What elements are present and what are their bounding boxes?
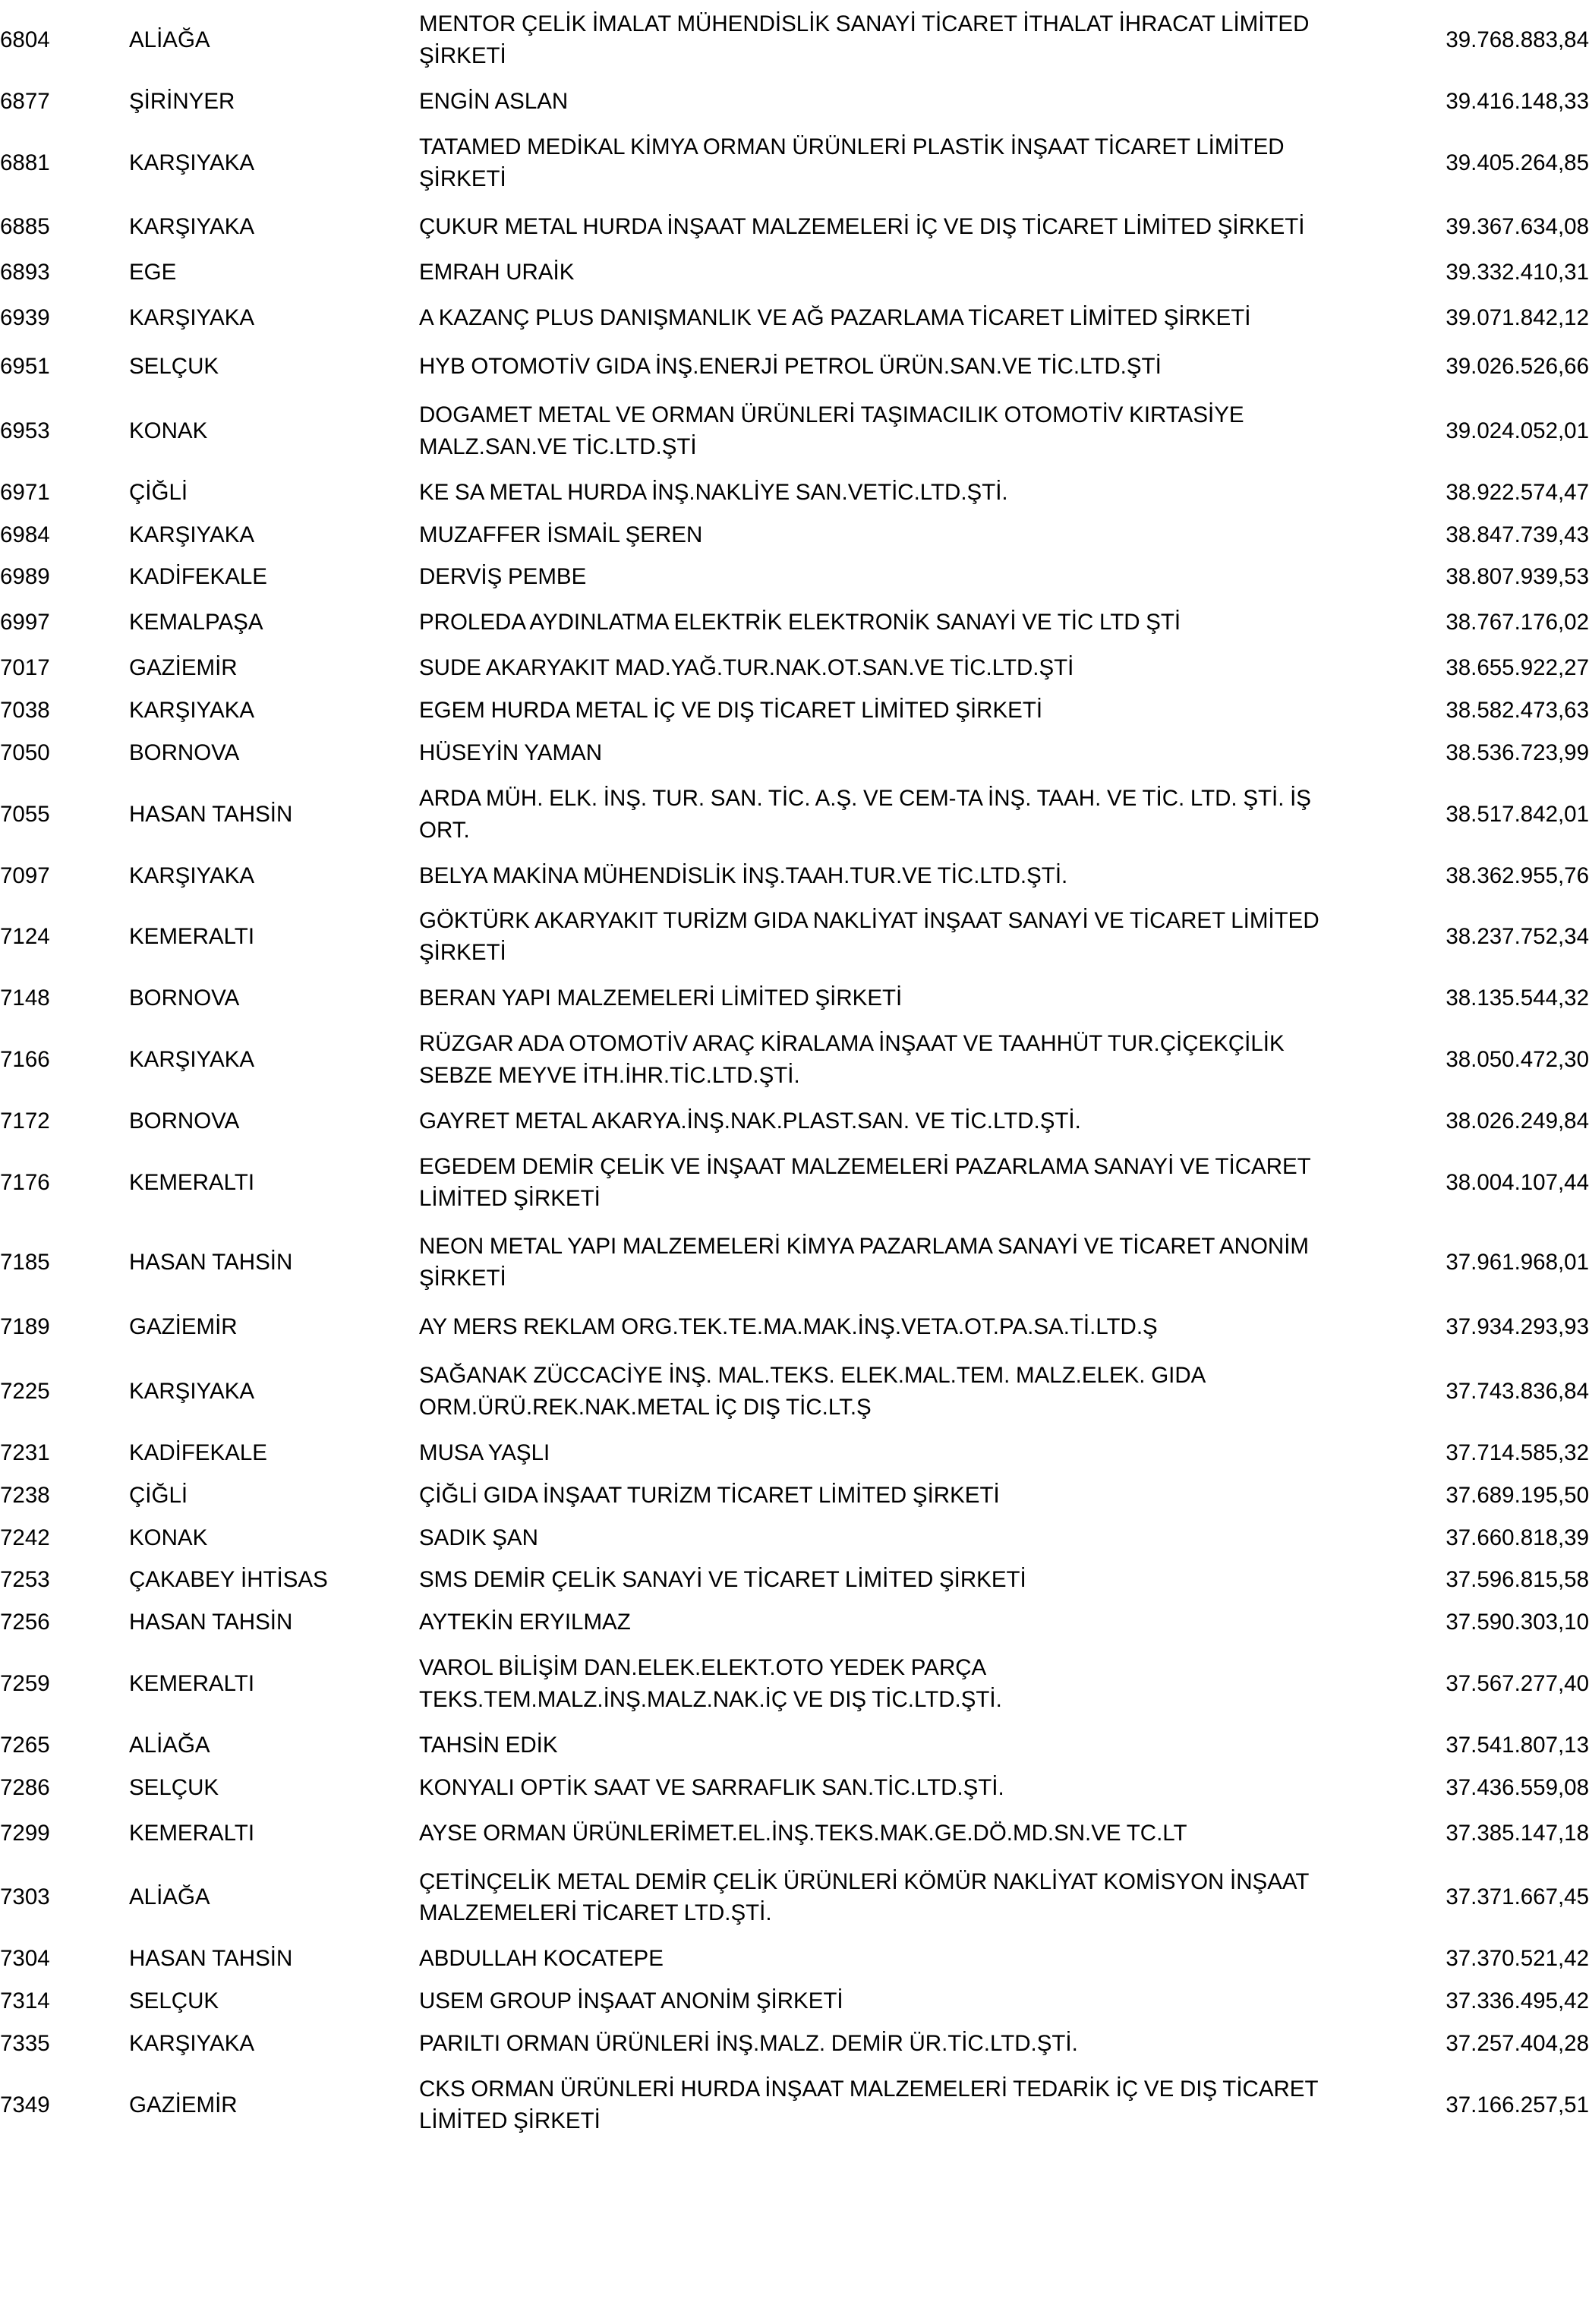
row-amount: 38.050.472,30 <box>1446 1046 1589 1072</box>
row-tax-office: ALİAĞA <box>129 1732 210 1758</box>
row-taxpayer-name: ÇETİNÇELİK METAL DEMİR ÇELİK ÜRÜNLERİ KÖMÜR NAKLİYAT KOMİSYON İNŞAAT MALZEMELERİ TİCARET LTD.ŞTİ. <box>419 1868 1309 1926</box>
row-amount: 38.135.544,32 <box>1446 985 1589 1011</box>
row-amount: 39.024.052,01 <box>1446 418 1589 443</box>
row-tax-office: SELÇUK <box>129 354 219 379</box>
table-row <box>0 647 1589 689</box>
row-taxpayer-name: TAHSİN EDİK <box>419 1732 558 1758</box>
row-tax-office: SELÇUK <box>129 1988 219 2014</box>
row-tax-office: KARŞIYAKA <box>129 214 255 240</box>
row-amount: 38.237.752,34 <box>1446 924 1589 950</box>
row-amount: 37.371.667,45 <box>1446 1884 1589 1910</box>
row-code: 7166 <box>0 1046 50 1072</box>
table-row <box>0 294 1589 342</box>
row-amount: 38.362.955,76 <box>1446 862 1589 888</box>
table-row <box>0 1303 1589 1351</box>
row-tax-office: KONAK <box>129 1525 208 1550</box>
row-amount: 39.026.526,66 <box>1446 354 1589 379</box>
row-tax-office: KEMERALTI <box>129 924 255 950</box>
row-amount: 37.590.303,10 <box>1446 1610 1589 1635</box>
row-code: 7265 <box>0 1732 50 1758</box>
row-code: 7304 <box>0 1946 50 1972</box>
row-amount: 39.367.634,08 <box>1446 214 1589 240</box>
row-tax-office: KARŞIYAKA <box>129 1046 255 1072</box>
row-tax-office: BORNOVA <box>129 985 240 1011</box>
table-row <box>0 897 1589 977</box>
row-code: 7231 <box>0 1439 50 1465</box>
row-amount: 39.332.410,31 <box>1446 260 1589 285</box>
row-taxpayer-name: ÇUKUR METAL HURDA İNŞAAT MALZEMELERİ İÇ VE DIŞ TİCARET LİMİTED ŞİRKETİ <box>419 214 1305 240</box>
row-amount: 37.714.585,32 <box>1446 1439 1589 1465</box>
row-amount: 38.536.723,99 <box>1446 739 1589 765</box>
row-amount: 38.004.107,44 <box>1446 1169 1589 1195</box>
row-tax-office: KEMERALTI <box>129 1671 255 1697</box>
row-amount: 38.847.739,43 <box>1446 522 1589 547</box>
row-amount: 38.807.939,53 <box>1446 564 1589 590</box>
row-tax-office: KADİFEKALE <box>129 564 267 590</box>
row-taxpayer-name: A KAZANÇ PLUS DANIŞMANLIK VE AĞ PAZARLAMA TİCARET LİMİTED ŞİRKETİ <box>419 305 1251 331</box>
row-taxpayer-name: USEM GROUP İNŞAAT ANONİM ŞİRKETİ <box>419 1988 843 2014</box>
row-amount: 37.660.818,39 <box>1446 1525 1589 1550</box>
table-row <box>0 556 1589 598</box>
row-code: 7124 <box>0 924 50 950</box>
row-code: 7017 <box>0 655 50 681</box>
row-taxpayer-name: ARDA MÜH. ELK. İNŞ. TUR. SAN. TİC. A.Ş. VE CEM-TA İNŞ. TAAH. VE TİC. LTD. ŞTİ. İŞ ORT. <box>419 785 1311 843</box>
row-tax-office: ALİAĞA <box>129 1884 210 1910</box>
row-amount: 38.767.176,02 <box>1446 610 1589 635</box>
row-amount: 38.026.249,84 <box>1446 1108 1589 1134</box>
row-tax-office: KEMERALTI <box>129 1820 255 1846</box>
table-row <box>0 1980 1589 2023</box>
row-taxpayer-name: ENGİN ASLAN <box>419 88 569 114</box>
table-row <box>0 2023 1589 2065</box>
row-taxpayer-name: KONYALI OPTİK SAAT VE SARRAFLIK SAN.TİC.LTD.ŞTİ. <box>419 1774 1004 1800</box>
row-tax-office: KARŞIYAKA <box>129 2031 255 2056</box>
row-tax-office: KARŞIYAKA <box>129 305 255 331</box>
row-code: 7055 <box>0 801 50 827</box>
row-tax-office: KARŞIYAKA <box>129 862 255 888</box>
row-tax-office: HASAN TAHSİN <box>129 1250 293 1276</box>
table-row <box>0 1724 1589 1767</box>
row-tax-office: KONAK <box>129 418 208 443</box>
row-tax-office: KARŞIYAKA <box>129 698 255 723</box>
row-code: 6893 <box>0 260 50 285</box>
row-amount: 38.655.922,27 <box>1446 655 1589 681</box>
table-row <box>0 1938 1589 1980</box>
table-row <box>0 774 1589 855</box>
row-code: 6881 <box>0 150 50 175</box>
row-taxpayer-name: GÖKTÜRK AKARYAKIT TURİZM GIDA NAKLİYAT İNŞAAT SANAYİ VE TİCARET LİMİTED ŞİRKETİ <box>419 908 1319 966</box>
row-tax-office: HASAN TAHSİN <box>129 801 293 827</box>
row-code: 6971 <box>0 479 50 505</box>
row-tax-office: KARŞIYAKA <box>129 1378 255 1404</box>
table-row <box>0 1351 1589 1432</box>
row-code: 6984 <box>0 522 50 547</box>
table-row <box>0 977 1589 1020</box>
row-amount: 37.336.495,42 <box>1446 1988 1589 2014</box>
row-taxpayer-name: CKS ORMAN ÜRÜNLERİ HURDA İNŞAAT MALZEMELERİ TEDARİK İÇ VE DIŞ TİCARET LİMİTED ŞİRKETİ <box>419 2076 1318 2133</box>
row-tax-office: KARŞIYAKA <box>129 522 255 547</box>
row-code: 7097 <box>0 862 50 888</box>
row-amount: 37.934.293,93 <box>1446 1314 1589 1340</box>
row-tax-office: ÇİĞLİ <box>129 479 188 505</box>
row-taxpayer-name: AYSE ORMAN ÜRÜNLERİMET.EL.İNŞ.TEKS.MAK.GE.DÖ.MD.SN.VE TC.LT <box>419 1820 1187 1846</box>
table-row <box>0 1858 1589 1938</box>
row-taxpayer-name: DOGAMET METAL VE ORMAN ÜRÜNLERİ TAŞIMACILIK OTOMOTİV KIRTASİYE MALZ.SAN.VE TİC.LTD.ŞTİ <box>419 402 1244 459</box>
row-tax-office: EGE <box>129 260 177 285</box>
table-row <box>0 1644 1589 1724</box>
row-code: 6939 <box>0 305 50 331</box>
row-code: 7172 <box>0 1108 50 1134</box>
table-row <box>0 391 1589 471</box>
row-taxpayer-name: MUSA YAŞLI <box>419 1439 550 1465</box>
row-taxpayer-name: NEON METAL YAPI MALZEMELERİ KİMYA PAZARLAMA SANAYİ VE TİCARET ANONİM ŞİRKETİ <box>419 1234 1309 1291</box>
row-code: 7299 <box>0 1820 50 1846</box>
row-code: 6804 <box>0 27 50 52</box>
row-amount: 37.961.968,01 <box>1446 1250 1589 1276</box>
row-tax-office: ŞİRİNYER <box>129 88 235 114</box>
table-row <box>0 123 1589 203</box>
row-tax-office: BORNOVA <box>129 739 240 765</box>
row-amount: 37.596.815,58 <box>1446 1567 1589 1593</box>
table-row <box>0 1517 1589 1559</box>
row-taxpayer-name: SAĞANAK ZÜCCACİYE İNŞ. MAL.TEKS. ELEK.MAL.TEM. MALZ.ELEK. GIDA ORM.ÜRÜ.REK.NAK.METAL İÇ DIŞ TİC.LT.Ş <box>419 1363 1205 1420</box>
row-taxpayer-name: ÇİĞLİ GIDA İNŞAAT TURİZM TİCARET LİMİTED ŞİRKETİ <box>419 1482 1000 1508</box>
row-amount: 38.582.473,63 <box>1446 698 1589 723</box>
row-code: 6953 <box>0 418 50 443</box>
table-row <box>0 1100 1589 1143</box>
row-code: 7189 <box>0 1314 50 1340</box>
row-taxpayer-name: EGEM HURDA METAL İÇ VE DIŞ TİCARET LİMİTED ŞİRKETİ <box>419 698 1043 723</box>
row-tax-office: ÇİĞLİ <box>129 1482 188 1508</box>
row-code: 6951 <box>0 354 50 379</box>
table-row <box>0 471 1589 514</box>
row-code: 7256 <box>0 1610 50 1635</box>
row-taxpayer-name: AY MERS REKLAM ORG.TEK.TE.MA.MAK.İNŞ.VETA.OT.PA.SA.Tİ.LTD.Ş <box>419 1314 1158 1340</box>
row-code: 7253 <box>0 1567 50 1593</box>
row-code: 7176 <box>0 1169 50 1195</box>
row-taxpayer-name: EMRAH URAİK <box>419 260 575 285</box>
row-amount: 38.922.574,47 <box>1446 479 1589 505</box>
row-taxpayer-name: DERVİŞ PEMBE <box>419 564 587 590</box>
row-amount: 37.166.257,51 <box>1446 2092 1589 2117</box>
row-taxpayer-name: HÜSEYİN YAMAN <box>419 739 603 765</box>
row-tax-office: GAZİEMİR <box>129 2092 238 2117</box>
row-tax-office: BORNOVA <box>129 1108 240 1134</box>
table-row <box>0 1143 1589 1223</box>
row-tax-office: KADİFEKALE <box>129 1439 267 1465</box>
row-tax-office: ALİAĞA <box>129 27 210 52</box>
row-amount: 39.405.264,85 <box>1446 150 1589 175</box>
row-tax-office: ÇAKABEY İHTİSAS <box>129 1567 328 1593</box>
row-tax-office: KARŞIYAKA <box>129 150 255 175</box>
row-tax-office: HASAN TAHSİN <box>129 1610 293 1635</box>
row-amount: 37.257.404,28 <box>1446 2031 1589 2056</box>
table-row <box>0 251 1589 294</box>
table-row <box>0 598 1589 647</box>
row-tax-office: KEMALPAŞA <box>129 610 263 635</box>
row-taxpayer-name: HYB OTOMOTİV GIDA İNŞ.ENERJİ PETROL ÜRÜN.SAN.VE TİC.LTD.ŞTİ <box>419 354 1162 379</box>
row-taxpayer-name: MENTOR ÇELİK İMALAT MÜHENDİSLİK SANAYİ TİCARET İTHALAT İHRACAT LİMİTED ŞİRKETİ <box>419 11 1310 68</box>
row-code: 6989 <box>0 564 50 590</box>
table-row <box>0 2065 1589 2146</box>
table-row <box>0 203 1589 251</box>
row-code: 7238 <box>0 1482 50 1508</box>
table-row <box>0 855 1589 897</box>
row-tax-office: KEMERALTI <box>129 1169 255 1195</box>
row-amount: 38.517.842,01 <box>1446 801 1589 827</box>
row-code: 6877 <box>0 88 50 114</box>
row-taxpayer-name: RÜZGAR ADA OTOMOTİV ARAÇ KİRALAMA İNŞAAT VE TAAHHÜT TUR.ÇİÇEKÇİLİK SEBZE MEYVE İTH.İHR.TİC.LTD.ŞTİ. <box>419 1031 1285 1088</box>
table-row <box>0 1222 1589 1303</box>
table-row <box>0 732 1589 774</box>
row-taxpayer-name: PARILTI ORMAN ÜRÜNLERİ İNŞ.MALZ. DEMİR ÜR.TİC.LTD.ŞTİ. <box>419 2031 1078 2056</box>
row-code: 7050 <box>0 739 50 765</box>
row-taxpayer-name: AYTEKİN ERYILMAZ <box>419 1610 631 1635</box>
row-taxpayer-name: SMS DEMİR ÇELİK SANAYİ VE TİCARET LİMİTED ŞİRKETİ <box>419 1567 1026 1593</box>
table-row <box>0 1767 1589 1809</box>
row-amount: 37.385.147,18 <box>1446 1820 1589 1846</box>
table-row <box>0 80 1589 123</box>
row-amount: 37.567.277,40 <box>1446 1671 1589 1697</box>
row-code: 7038 <box>0 698 50 723</box>
row-taxpayer-name: BERAN YAPI MALZEMELERİ LİMİTED ŞİRKETİ <box>419 985 903 1011</box>
table-row <box>0 1474 1589 1517</box>
row-code: 7259 <box>0 1671 50 1697</box>
row-tax-office: HASAN TAHSİN <box>129 1946 293 1972</box>
row-code: 6885 <box>0 214 50 240</box>
row-taxpayer-name: SADIK ŞAN <box>419 1525 538 1550</box>
row-taxpayer-name: BELYA MAKİNA MÜHENDİSLİK İNŞ.TAAH.TUR.VE TİC.LTD.ŞTİ. <box>419 862 1068 888</box>
row-taxpayer-name: GAYRET METAL AKARYA.İNŞ.NAK.PLAST.SAN. VE TİC.LTD.ŞTİ. <box>419 1108 1081 1134</box>
row-taxpayer-name: EGEDEM DEMİR ÇELİK VE İNŞAAT MALZEMELERİ PAZARLAMA SANAYİ VE TİCARET LİMİTED ŞİRKETİ <box>419 1153 1311 1211</box>
row-amount: 39.768.883,84 <box>1446 27 1589 52</box>
row-code: 6997 <box>0 610 50 635</box>
table-row <box>0 342 1589 391</box>
table-row <box>0 514 1589 557</box>
row-taxpayer-name: TATAMED MEDİKAL KİMYA ORMAN ÜRÜNLERİ PLASTİK İNŞAAT TİCARET LİMİTED ŞİRKETİ <box>419 134 1285 191</box>
row-tax-office: GAZİEMİR <box>129 1314 238 1340</box>
row-code: 7242 <box>0 1525 50 1550</box>
row-taxpayer-name: SUDE AKARYAKIT MAD.YAĞ.TUR.NAK.OT.SAN.VE TİC.LTD.ŞTİ <box>419 655 1074 681</box>
table-row <box>0 1809 1589 1858</box>
row-amount: 37.743.836,84 <box>1446 1378 1589 1404</box>
row-amount: 37.689.195,50 <box>1446 1482 1589 1508</box>
row-code: 7148 <box>0 985 50 1011</box>
row-code: 7286 <box>0 1774 50 1800</box>
table-row <box>0 0 1589 80</box>
row-amount: 39.416.148,33 <box>1446 88 1589 114</box>
row-amount: 37.370.521,42 <box>1446 1946 1589 1972</box>
row-taxpayer-name: PROLEDA AYDINLATMA ELEKTRİK ELEKTRONİK SANAYİ VE TİC LTD ŞTİ <box>419 610 1181 635</box>
table-row <box>0 1432 1589 1474</box>
row-amount: 37.436.559,08 <box>1446 1774 1589 1800</box>
row-taxpayer-name: ABDULLAH KOCATEPE <box>419 1946 664 1972</box>
table-row <box>0 1020 1589 1100</box>
row-code: 7185 <box>0 1250 50 1276</box>
row-amount: 37.541.807,13 <box>1446 1732 1589 1758</box>
table-row <box>0 689 1589 732</box>
row-taxpayer-name: KE SA METAL HURDA İNŞ.NAKLİYE SAN.VETİC.LTD.ŞTİ. <box>419 479 1008 505</box>
table-row <box>0 1601 1589 1644</box>
row-code: 7335 <box>0 2031 50 2056</box>
table-row <box>0 1559 1589 1601</box>
row-code: 7303 <box>0 1884 50 1910</box>
row-tax-office: SELÇUK <box>129 1774 219 1800</box>
row-taxpayer-name: MUZAFFER İSMAİL ŞEREN <box>419 522 703 547</box>
row-tax-office: GAZİEMİR <box>129 655 238 681</box>
row-code: 7349 <box>0 2092 50 2117</box>
row-taxpayer-name: VAROL BİLİŞİM DAN.ELEK.ELEKT.OTO YEDEK PARÇA TEKS.TEM.MALZ.İNŞ.MALZ.NAK.İÇ VE DIŞ TİC.LTD.ŞTİ. <box>419 1655 1002 1712</box>
row-amount: 39.071.842,12 <box>1446 305 1589 331</box>
row-code: 7314 <box>0 1988 50 2014</box>
row-code: 7225 <box>0 1378 50 1404</box>
